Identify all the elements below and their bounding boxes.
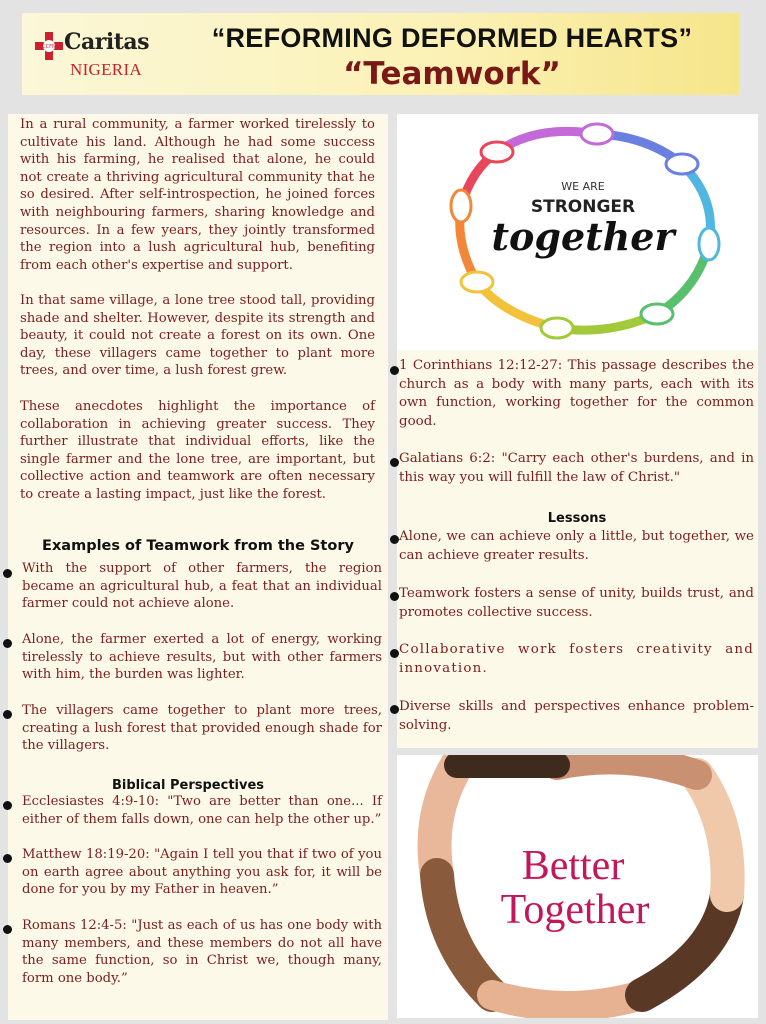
hands-ring-illustration xyxy=(397,755,758,1018)
example-item-1: With the support of other farmers, the region became an agricultural hub, a feat that an individual farmer could not achieve alone. xyxy=(22,561,382,612)
biblical-item-1: Ecclesiastes 4:9-10: "Two are better than one... If either of them falls down, one can help the other up.” xyxy=(22,794,382,827)
bullet-dot xyxy=(3,925,12,934)
story-paragraph-1: In a rural community, a farmer worked tirelessly to cultivate his land. Although he had some success with his farming, he realised that alone, he could not create a thriving agricultural community that he so desired. After self-introspection, he joined forces with neighbouring farmers, sharing knowledge and resources. In a few years, they jointly transformed the region into a lush agricultural hub, benefiting from each other's expertise and support. xyxy=(20,117,375,273)
biblical-item-5: Galatians 6:2: "Carry each other's burdens, and in this way you will fulfill the law of Christ." xyxy=(399,451,754,485)
lessons-heading: Lessons xyxy=(547,511,607,526)
logo-badge-text: CCFN xyxy=(42,44,56,50)
biblical-item-4: 1 Corinthians 12:12-27: This passage describes the church as a body with many parts, each with its own function, working together for the common good. xyxy=(399,358,754,429)
bullet-dot xyxy=(390,705,399,714)
lesson-item-4: Diverse skills and perspectives enhance problem-solving. xyxy=(399,699,754,733)
bullet-dot xyxy=(3,569,12,578)
lesson-item-2: Teamwork fosters a sense of unity, builds trust, and promotes collective success. xyxy=(399,586,754,620)
example-item-3: The villagers came together to plant more trees, creating a lush forest that provided enough shade for the villagers. xyxy=(22,703,382,754)
biblical-item-3: Romans 12:4-5: "Just as each of us has one body with many members, and these members do not all have the same function, so in Christ we, though many, form one body.” xyxy=(22,918,382,986)
bullet-dot xyxy=(390,366,399,375)
bullet-dot xyxy=(390,535,399,544)
image-bottom-line2: Together xyxy=(500,887,650,933)
header-banner xyxy=(22,13,739,95)
examples-heading: Examples of Teamwork from the Story xyxy=(42,538,354,554)
page-title: “REFORMING DEFORMED HEARTS” xyxy=(211,23,693,53)
image-top-line1: WE ARE xyxy=(561,180,605,193)
better-together-image xyxy=(397,755,758,1018)
left-column xyxy=(8,114,388,1020)
story-paragraph-2: In that same village, a lone tree stood tall, providing shade and shelter. However, despite its strength and beauty, it could not create a forest on its own. One day, these villagers came together to plant more trees, and over time, a lush forest grew. xyxy=(20,293,375,379)
biblical-heading: Biblical Perspectives xyxy=(111,778,265,793)
logo-name: Caritas xyxy=(64,29,150,55)
caritas-cross-icon xyxy=(34,31,64,61)
bullet-dot xyxy=(390,592,399,601)
hands-circle-illustration xyxy=(397,114,758,350)
lesson-item-1: Alone, we can achieve only a little, but together, we can achieve greater results. xyxy=(399,529,754,563)
biblical-item-2: Matthew 18:19-20: "Again I tell you that if two of you on earth agree about anything you ask for, it will be done for you by my Father in heaven.” xyxy=(22,847,382,898)
story-paragraph-3: These anecdotes highlight the importance of collaboration in achieving greater success. They further illustrate that individual efforts, like the single farmer and the lone tree, are important, but collective action and teamwork are often necessary to create a lasting impact, just like the forest. xyxy=(20,399,375,502)
caritas-logo xyxy=(34,27,154,87)
bullet-dot xyxy=(390,649,399,658)
image-bottom-line1: Better xyxy=(521,843,625,889)
image-top-line2: STRONGER xyxy=(530,197,636,217)
image-top-line3: together xyxy=(491,214,675,259)
bullet-dot xyxy=(3,854,12,863)
bullet-dot xyxy=(3,801,12,810)
example-item-2: Alone, the farmer exerted a lot of energy, working tirelessly to achieve results, but with other farmers with him, the burden was lighter. xyxy=(22,632,382,683)
page-subtitle: “Teamwork” xyxy=(343,56,561,92)
bullet-dot xyxy=(3,639,12,648)
bullet-dot xyxy=(390,458,399,467)
stronger-together-image xyxy=(397,114,758,350)
lesson-item-3: Collaborative work fosters creativity and innovation. xyxy=(399,642,754,676)
bullet-dot xyxy=(3,710,12,719)
logo-country: NIGERIA xyxy=(70,60,142,79)
